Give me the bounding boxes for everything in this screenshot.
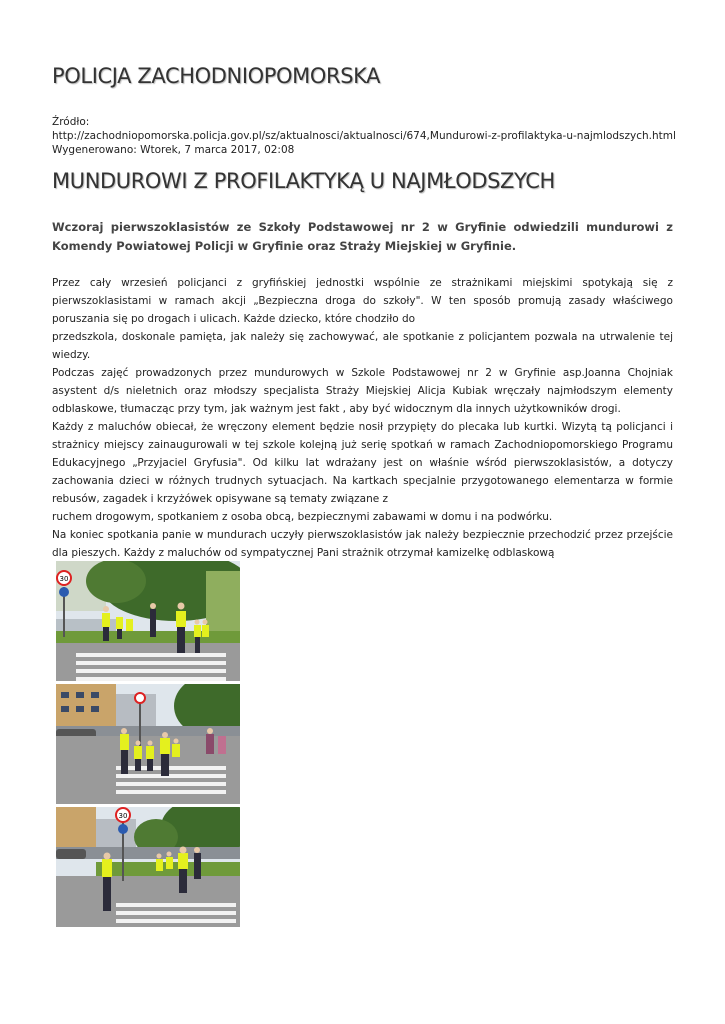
- article-lead: Wczoraj pierwszoklasistów ze Szkoły Podstawowej nr 2 w Gryfinie odwiedzili mundurowi z Komendy Powiatowej Policji w Gryfinie oraz Straży Miejskiej w Gryfinie.: [52, 220, 673, 253]
- source-url[interactable]: http://zachodniopomorska.policja.gov.pl/sz/aktualnosci/aktualnosci/674,Mundurowi-z-profilaktyka-u-najmlodszych.html: [52, 130, 676, 142]
- paragraph: Każdy z maluchów obiecał, że wręczony element będzie nosił przypięty do plecaka lub kurtki. Wizytą tą policjanci i strażnicy miejscy zainaugurowali w tej szkole kolejną już serię spotkań w ramach Zachodniopomorskiego Programu Edukacyjnego „Przyjaciel Gryfusia". Od kilku lat wdrażany jest on właśnie wśród pierwszoklasistów, a dotyczy zachowania dzieci w różnych trudnych sytuacjach. Na kartkach specjalnie przygotowanego elementarza w formie rebusów, zagadek i krzyżówek opisywane są tematy związane z: [52, 421, 673, 505]
- paragraph: Przez cały wrzesień policjanci z gryfińskiej jednostki wspólnie ze strażnikami miejskimi spotykają się z pierwszoklasistami w ramach akcji „Bezpieczna droga do szkoły". W ten sposób promują zasady właściwego poruszania się po drogach i ulicach. Każde dziecko, które chodziło do: [52, 277, 673, 325]
- article-title: MUNDUROWI Z PROFILAKTYKĄ U NAJMŁODSZYCH: [52, 169, 555, 193]
- photo-crosswalk-3: [56, 807, 240, 927]
- source-label: Źródło:: [52, 116, 90, 128]
- speed-sign-label: 30: [59, 575, 69, 583]
- paragraph: Na koniec spotkania panie w mundurach uczyły pierwszoklasistów jak należy bezpiecznie przechodzić przez przejście dla pieszych. Każdy z maluchów od sympatycznej Pani strażnik otrzymał kamizelkę odblaskową: [52, 529, 673, 559]
- source-block: [52, 115, 676, 157]
- paragraph: przedszkola, doskonale pamięta, jak należy się zachowywać, ale spotkanie z policjantem pozwala na utrwalenie tej wiedzy.: [52, 331, 673, 361]
- site-title: POLICJA ZACHODNIOPOMORSKA: [52, 64, 381, 88]
- photo-crosswalk-2: [56, 684, 240, 804]
- speed-sign-label: 30: [118, 812, 128, 820]
- article-body: [52, 274, 673, 562]
- paragraph: ruchem drogowym, spotkaniem z osoba obcą, bezpiecznymi zabawami w domu i na podwórku.: [52, 511, 553, 523]
- paragraph: Podczas zajęć prowadzonych przez mundurowych w Szkole Podstawowej nr 2 w Gryfinie asp.Joanna Chojniak asystent d/s nieletnich oraz młodszy specjalista Straży Miejskiej Alicja Kubiak wręczały najmłodszym elementy odblaskowe, tłumacząc przy tym, jak ważnym jest fakt , aby być widocznym dla innych użytkowników drogi.: [52, 367, 673, 415]
- photo-crosswalk-1: [56, 561, 240, 681]
- generated-date: Wygenerowano: Wtorek, 7 marca 2017, 02:08: [52, 144, 295, 156]
